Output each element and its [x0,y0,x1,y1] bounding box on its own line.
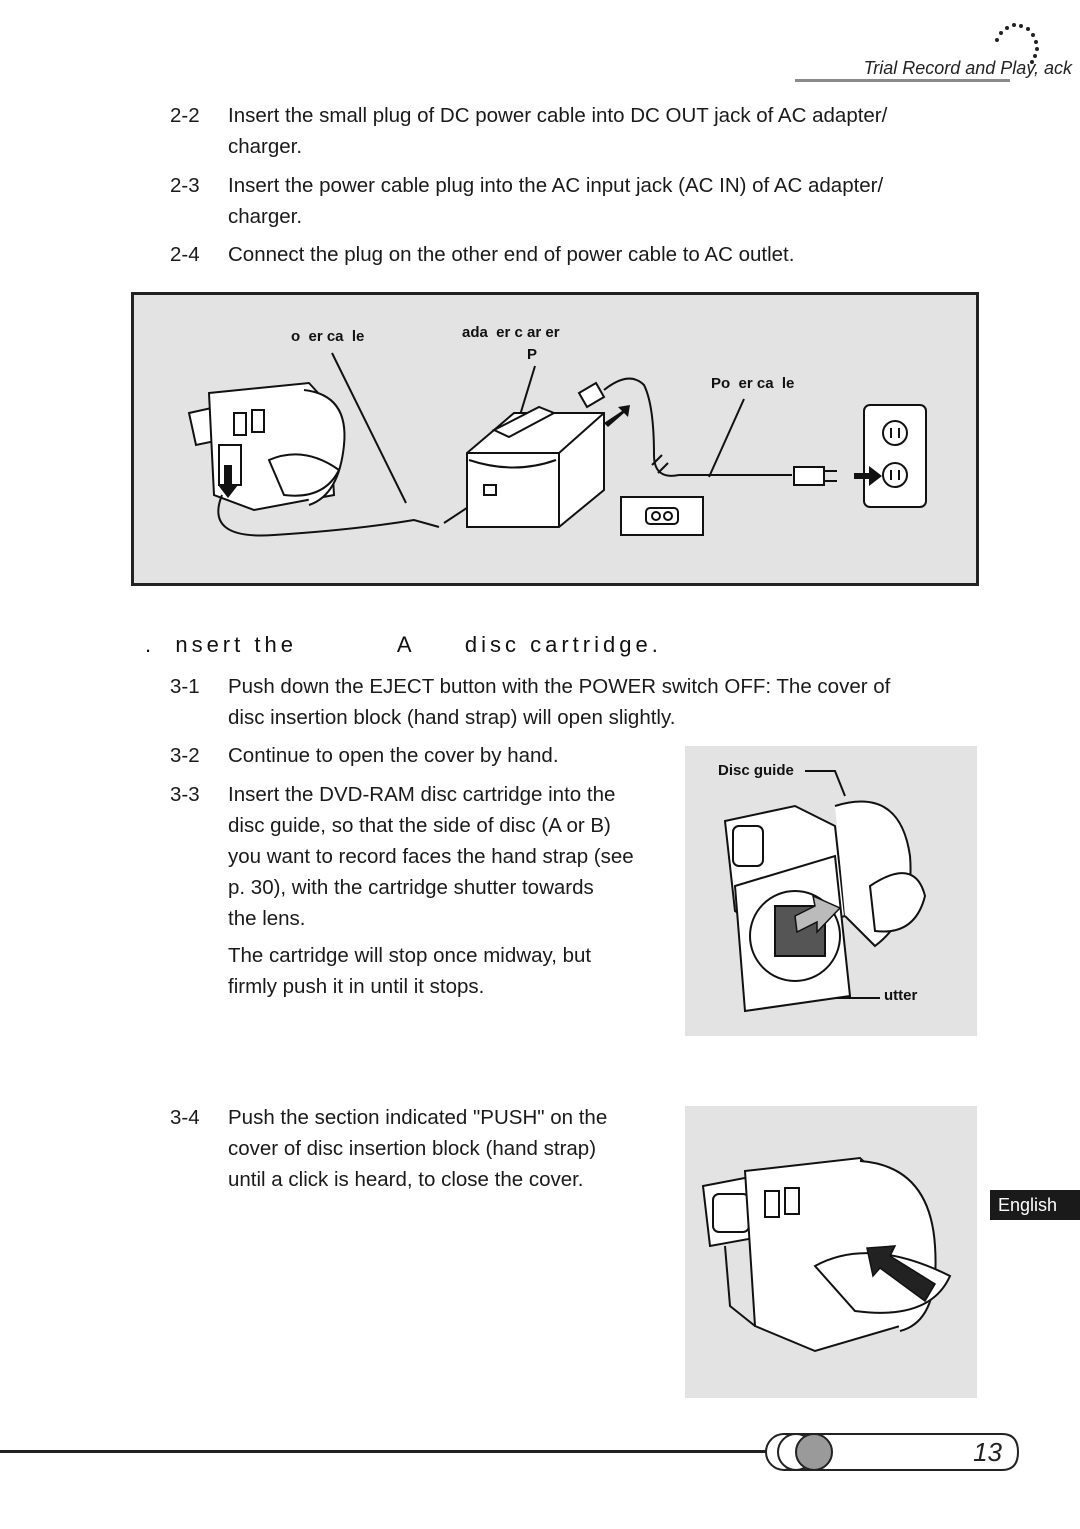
step-3-3-note [170,940,670,1002]
step-text-line: Insert the small plug of DC power cable into DC OUT jack of AC adapter/ [228,104,888,127]
close-cover-figure [685,1106,977,1398]
step-text-line: disc guide, so that the side of disc (A or B) [228,814,611,837]
dc-cable-label: o er ca le [291,328,365,345]
step-text-line: Insert the power cable plug into the AC input jack (AC IN) of AC adapter/ [228,174,884,197]
adapter-label: ada er c ar er [462,324,560,341]
disc-insertion-drawing [685,746,977,1036]
ac-outlet-icon [864,405,926,507]
step-2-3 [170,170,990,232]
step-text-line: charger. [228,135,303,158]
ac-adapter-charger-icon [467,407,604,527]
step-text-line: firmly push it in until it stops. [228,975,485,998]
step-number: 3-3 [170,783,200,806]
step-text-line: The cartridge will stop once midway, but [228,944,592,967]
step-3-3 [170,779,670,934]
step-text-line: Connect the plug on the other end of power cable to AC outlet. [228,243,795,266]
step-3-4 [170,1102,670,1195]
insert-arrow-icon [604,405,630,427]
power-connection-drawing [134,295,976,583]
step-number: 3-1 [170,675,200,698]
step-text-line: charger. [228,205,303,228]
step-text-line: disc insertion block (hand strap) will open slightly. [228,706,676,729]
step-number: 3-2 [170,744,200,767]
step-text-line: cover of disc insertion block (hand strap) [228,1137,597,1160]
disc-guide-label: Disc guide [718,762,794,779]
step-number: 2-2 [170,104,200,127]
step-2-2 [170,100,990,162]
step-number: 3-4 [170,1106,200,1129]
header-rule [795,79,1010,82]
step-number: 2-4 [170,243,200,266]
step-text-line: p. 30), with the cartridge shutter towards [228,876,594,899]
close-cover-drawing [685,1106,977,1398]
language-tab: English [990,1190,1080,1220]
page-number: 13 [973,1437,1002,1467]
disc-insertion-figure [685,746,977,1036]
step-text-line: Push down the EJECT button with the POWER switch OFF: The cover of [228,675,891,698]
footer-rule [0,1450,790,1453]
step-text-line: Insert the DVD-RAM disc cartridge into the [228,783,616,806]
shutter-label: utter [884,987,918,1004]
step-text-line: you want to record faces the hand strap (see [228,845,634,868]
step-text-line: the lens. [228,907,306,930]
section-header-title: Trial Record and Play, ack [863,58,1072,78]
power-cable-label: Po er ca le [711,375,795,392]
step-2-4 [170,239,990,270]
power-connection-figure [131,292,979,586]
step-text-line: until a click is heard, to close the cover. [228,1168,584,1191]
step-3-2 [170,740,670,771]
camcorder-icon [189,383,345,510]
adapter-label-p: P [527,346,538,363]
step-number: 2-3 [170,174,200,197]
step-3-1 [170,671,990,733]
section-3-heading: . nsert the A disc cartridge. [145,632,662,657]
step-text-line: Push the section indicated "PUSH" on the [228,1106,608,1129]
step-text-line: Continue to open the cover by hand. [228,744,559,767]
